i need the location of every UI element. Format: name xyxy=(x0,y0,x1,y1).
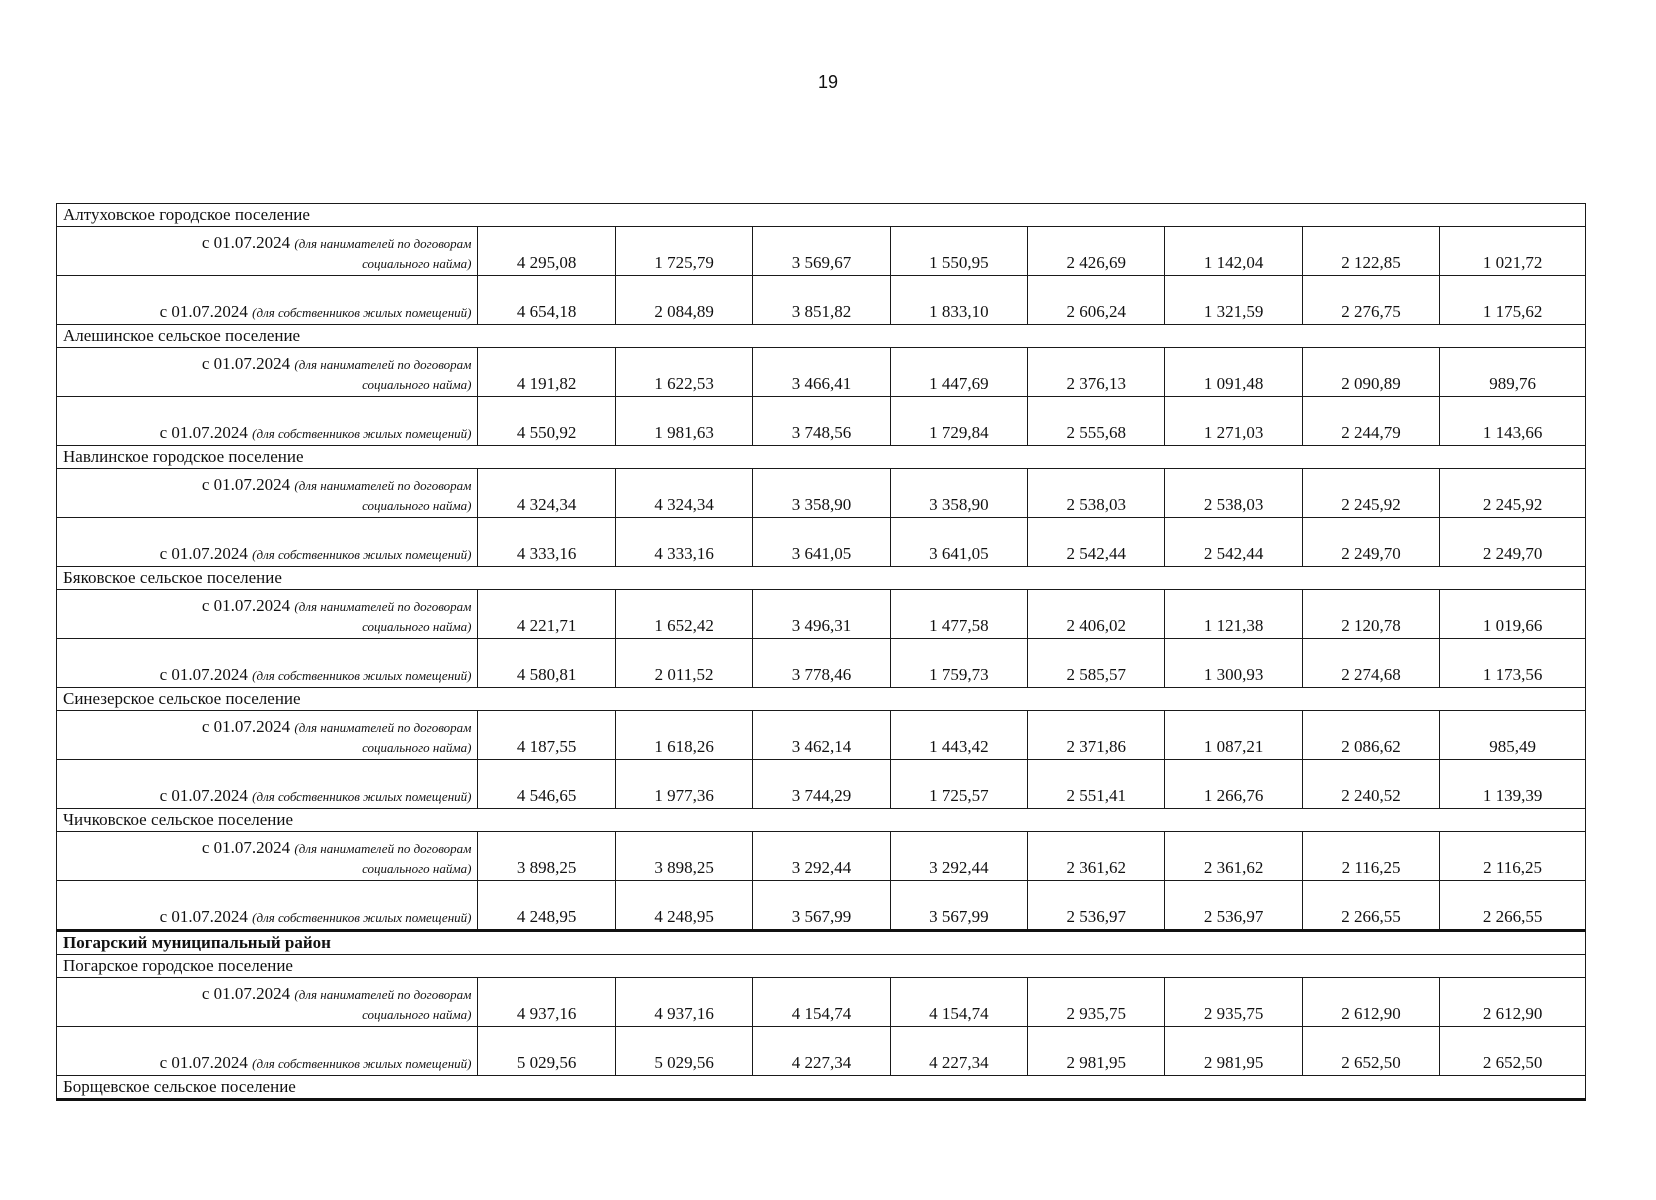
tariff-value-cell: 3 569,67 xyxy=(753,227,890,276)
settlement-name: Погарский муниципальный район xyxy=(57,931,1586,955)
tariff-value-cell: 3 851,82 xyxy=(753,276,890,325)
settlement-name: Алтуховское городское поселение xyxy=(57,204,1586,227)
date-label: с 01.07.2024 xyxy=(159,302,248,321)
tariff-value-cell: 2 371,86 xyxy=(1028,711,1165,760)
tariff-value-cell: 2 116,25 xyxy=(1302,832,1439,881)
tenant-note: (для нанимателей по договорам xyxy=(294,987,472,1002)
owner-note: (для собственников жилых помещений) xyxy=(252,547,472,562)
tariff-value-cell: 1 321,59 xyxy=(1165,276,1302,325)
tariff-value-cell: 2 276,75 xyxy=(1302,276,1439,325)
tariff-value-cell: 2 249,70 xyxy=(1440,518,1586,567)
section-header-row xyxy=(57,325,1586,348)
tariff-value-cell: 2 245,92 xyxy=(1302,469,1439,518)
tariff-value-cell: 1 477,58 xyxy=(890,590,1027,639)
settlement-name: Синезерское сельское поселение xyxy=(57,688,1586,711)
date-label: с 01.07.2024 xyxy=(201,984,291,1003)
tariff-value-cell: 2 240,52 xyxy=(1302,760,1439,809)
tariff-value-cell: 2 249,70 xyxy=(1302,518,1439,567)
tariff-value-cell: 1 087,21 xyxy=(1165,711,1302,760)
tariff-value-cell: 1 443,42 xyxy=(890,711,1027,760)
tariff-value-cell: 1 652,42 xyxy=(615,590,752,639)
settlement-name: Борщевское сельское поселение xyxy=(57,1076,1586,1100)
date-label: с 01.07.2024 xyxy=(201,838,291,857)
tariff-value-cell: 1 143,66 xyxy=(1440,397,1586,446)
tariff-value-cell: 3 567,99 xyxy=(753,881,890,931)
tariff-value-cell: 2 606,24 xyxy=(1028,276,1165,325)
tariff-value-cell: 1 759,73 xyxy=(890,639,1027,688)
settlement-name: Навлинское городское поселение xyxy=(57,446,1586,469)
tariff-value-cell: 2 612,90 xyxy=(1302,978,1439,1027)
owner-rate-row xyxy=(57,760,1586,809)
tariff-value-cell: 1 175,62 xyxy=(1440,276,1586,325)
tariff-value-cell: 1 977,36 xyxy=(615,760,752,809)
tariff-value-cell: 4 333,16 xyxy=(478,518,615,567)
rate-row-label xyxy=(57,276,478,325)
tariff-value-cell: 2 274,68 xyxy=(1302,639,1439,688)
tariff-value-cell: 1 139,39 xyxy=(1440,760,1586,809)
tenant-note-cont: социального найма) xyxy=(362,256,472,271)
tariff-value-cell: 2 361,62 xyxy=(1028,832,1165,881)
owner-rate-row xyxy=(57,881,1586,931)
settlement-name: Погарское городское поселение xyxy=(57,955,1586,978)
section-header-row xyxy=(57,204,1586,227)
section-header-row xyxy=(57,931,1586,955)
rate-row-label xyxy=(57,590,478,639)
rate-row-label xyxy=(57,227,478,276)
tenant-note-cont: социального найма) xyxy=(362,377,472,392)
rate-row-label xyxy=(57,348,478,397)
tariff-value-cell: 2 551,41 xyxy=(1028,760,1165,809)
tariff-value-cell: 5 029,56 xyxy=(478,1027,615,1076)
tariff-value-cell: 3 641,05 xyxy=(890,518,1027,567)
tariff-value-cell: 4 580,81 xyxy=(478,639,615,688)
tenant-note-cont: социального найма) xyxy=(362,740,472,755)
tariff-value-cell: 2 981,95 xyxy=(1165,1027,1302,1076)
rate-row-label xyxy=(57,978,478,1027)
date-label: с 01.07.2024 xyxy=(159,1053,248,1072)
tariff-value-cell: 1 121,38 xyxy=(1165,590,1302,639)
tariff-value-cell: 2 090,89 xyxy=(1302,348,1439,397)
tariff-value-cell: 3 292,44 xyxy=(890,832,1027,881)
tariff-value-cell: 3 358,90 xyxy=(890,469,1027,518)
tariff-value-cell: 4 248,95 xyxy=(478,881,615,931)
date-label: с 01.07.2024 xyxy=(201,717,291,736)
page-number: 19 xyxy=(817,72,839,92)
rate-row-label xyxy=(57,881,478,931)
tariff-value-cell: 4 221,71 xyxy=(478,590,615,639)
rate-row-label xyxy=(57,760,478,809)
date-label: с 01.07.2024 xyxy=(159,665,248,684)
tariff-value-cell: 3 778,46 xyxy=(753,639,890,688)
tariff-table-body xyxy=(57,204,1586,1100)
tariff-value-cell: 4 937,16 xyxy=(478,978,615,1027)
tenant-note-cont: социального найма) xyxy=(362,498,472,513)
tariff-value-cell: 985,49 xyxy=(1440,711,1586,760)
section-header-row xyxy=(57,1076,1586,1100)
rate-row-label xyxy=(57,832,478,881)
tariff-value-cell: 4 154,74 xyxy=(753,978,890,1027)
owner-rate-row xyxy=(57,518,1586,567)
tariff-value-cell: 5 029,56 xyxy=(615,1027,752,1076)
tariff-value-cell: 1 447,69 xyxy=(890,348,1027,397)
rate-row-label xyxy=(57,397,478,446)
tenant-rate-row xyxy=(57,978,1586,1027)
tariff-value-cell: 2 585,57 xyxy=(1028,639,1165,688)
tariff-value-cell: 3 466,41 xyxy=(753,348,890,397)
tariff-value-cell: 1 173,56 xyxy=(1440,639,1586,688)
tariff-value-cell: 3 641,05 xyxy=(753,518,890,567)
tariff-value-cell: 2 981,95 xyxy=(1028,1027,1165,1076)
tariff-value-cell: 2 538,03 xyxy=(1165,469,1302,518)
tariff-value-cell: 1 091,48 xyxy=(1165,348,1302,397)
tariff-value-cell: 2 266,55 xyxy=(1302,881,1439,931)
section-header-row xyxy=(57,809,1586,832)
tariff-value-cell: 3 567,99 xyxy=(890,881,1027,931)
tariff-value-cell: 2 542,44 xyxy=(1165,518,1302,567)
owner-note: (для собственников жилых помещений) xyxy=(252,789,472,804)
tenant-note: (для нанимателей по договорам xyxy=(294,236,472,251)
date-label: с 01.07.2024 xyxy=(159,423,248,442)
tariff-value-cell: 2 122,85 xyxy=(1302,227,1439,276)
tariff-value-cell: 2 935,75 xyxy=(1165,978,1302,1027)
tariff-value-cell: 3 496,31 xyxy=(753,590,890,639)
tariff-value-cell: 1 729,84 xyxy=(890,397,1027,446)
settlement-name: Бяковское сельское поселение xyxy=(57,567,1586,590)
tariff-value-cell: 4 550,92 xyxy=(478,397,615,446)
tariff-value-cell: 1 266,76 xyxy=(1165,760,1302,809)
tenant-rate-row xyxy=(57,832,1586,881)
tariff-value-cell: 1 021,72 xyxy=(1440,227,1586,276)
tariff-value-cell: 1 981,63 xyxy=(615,397,752,446)
tariff-value-cell: 2 376,13 xyxy=(1028,348,1165,397)
tariff-value-cell: 3 898,25 xyxy=(478,832,615,881)
tariff-value-cell: 1 725,79 xyxy=(615,227,752,276)
settlement-name: Алешинское сельское поселение xyxy=(57,325,1586,348)
date-label: с 01.07.2024 xyxy=(201,354,291,373)
tariff-value-cell: 2 612,90 xyxy=(1440,978,1586,1027)
tenant-note-cont: социального найма) xyxy=(362,619,472,634)
tariff-value-cell: 2 266,55 xyxy=(1440,881,1586,931)
section-header-row xyxy=(57,446,1586,469)
tariff-value-cell: 2 011,52 xyxy=(615,639,752,688)
tariff-value-cell: 2 555,68 xyxy=(1028,397,1165,446)
tariff-value-cell: 1 618,26 xyxy=(615,711,752,760)
tenant-note: (для нанимателей по договорам xyxy=(294,720,472,735)
tariff-value-cell: 2 426,69 xyxy=(1028,227,1165,276)
tariff-value-cell: 4 654,18 xyxy=(478,276,615,325)
tariff-value-cell: 4 191,82 xyxy=(478,348,615,397)
owner-note: (для собственников жилых помещений) xyxy=(252,305,472,320)
tariff-value-cell: 3 292,44 xyxy=(753,832,890,881)
tariff-value-cell: 2 086,62 xyxy=(1302,711,1439,760)
owner-rate-row xyxy=(57,1027,1586,1076)
tariff-value-cell: 2 538,03 xyxy=(1028,469,1165,518)
owner-rate-row xyxy=(57,639,1586,688)
tariff-value-cell: 1 142,04 xyxy=(1165,227,1302,276)
tenant-note: (для нанимателей по договорам xyxy=(294,599,472,614)
tariff-value-cell: 1 725,57 xyxy=(890,760,1027,809)
date-label: с 01.07.2024 xyxy=(201,475,291,494)
owner-note: (для собственников жилых помещений) xyxy=(252,1056,472,1071)
tariff-value-cell: 1 271,03 xyxy=(1165,397,1302,446)
tenant-rate-row xyxy=(57,227,1586,276)
tariff-value-cell: 1 622,53 xyxy=(615,348,752,397)
section-header-row xyxy=(57,688,1586,711)
tenant-rate-row xyxy=(57,711,1586,760)
owner-note: (для собственников жилых помещений) xyxy=(252,910,472,925)
tariff-value-cell: 1 300,93 xyxy=(1165,639,1302,688)
tariff-value-cell: 2 245,92 xyxy=(1440,469,1586,518)
tariff-value-cell: 4 227,34 xyxy=(753,1027,890,1076)
owner-rate-row xyxy=(57,276,1586,325)
tariff-value-cell: 2 652,50 xyxy=(1440,1027,1586,1076)
tariff-value-cell: 3 462,14 xyxy=(753,711,890,760)
tariff-value-cell: 2 120,78 xyxy=(1302,590,1439,639)
tariff-value-cell: 4 333,16 xyxy=(615,518,752,567)
tariff-value-cell: 4 324,34 xyxy=(478,469,615,518)
date-label: с 01.07.2024 xyxy=(159,786,248,805)
tariff-value-cell: 2 244,79 xyxy=(1302,397,1439,446)
tariff-value-cell: 4 154,74 xyxy=(890,978,1027,1027)
tenant-rate-row xyxy=(57,469,1586,518)
rate-row-label xyxy=(57,1027,478,1076)
tariff-value-cell: 1 550,95 xyxy=(890,227,1027,276)
tariff-value-cell: 2 935,75 xyxy=(1028,978,1165,1027)
tariff-value-cell: 2 536,97 xyxy=(1165,881,1302,931)
date-label: с 01.07.2024 xyxy=(159,907,248,926)
tenant-rate-row xyxy=(57,590,1586,639)
tariff-value-cell: 3 748,56 xyxy=(753,397,890,446)
tariff-value-cell: 4 248,95 xyxy=(615,881,752,931)
rate-row-label xyxy=(57,639,478,688)
tariff-value-cell: 3 744,29 xyxy=(753,760,890,809)
tariff-value-cell: 2 406,02 xyxy=(1028,590,1165,639)
tariff-value-cell: 3 898,25 xyxy=(615,832,752,881)
tariff-value-cell: 2 116,25 xyxy=(1440,832,1586,881)
tariff-table xyxy=(56,203,1586,1101)
tenant-note-cont: социального найма) xyxy=(362,1007,472,1022)
owner-note: (для собственников жилых помещений) xyxy=(252,426,472,441)
date-label: с 01.07.2024 xyxy=(201,596,291,615)
tariff-value-cell: 4 324,34 xyxy=(615,469,752,518)
rate-row-label xyxy=(57,518,478,567)
tenant-note: (для нанимателей по договорам xyxy=(294,841,472,856)
tariff-value-cell: 2 652,50 xyxy=(1302,1027,1439,1076)
tariff-value-cell: 2 536,97 xyxy=(1028,881,1165,931)
tariff-value-cell: 2 542,44 xyxy=(1028,518,1165,567)
tenant-note: (для нанимателей по договорам xyxy=(294,478,472,493)
tariff-value-cell: 1 833,10 xyxy=(890,276,1027,325)
tariff-value-cell: 2 361,62 xyxy=(1165,832,1302,881)
date-label: с 01.07.2024 xyxy=(201,233,291,252)
settlement-name: Чичковское сельское поселение xyxy=(57,809,1586,832)
tenant-rate-row xyxy=(57,348,1586,397)
tariff-value-cell: 4 546,65 xyxy=(478,760,615,809)
tariff-value-cell: 3 358,90 xyxy=(753,469,890,518)
tariff-value-cell: 2 084,89 xyxy=(615,276,752,325)
tariff-value-cell: 4 295,08 xyxy=(478,227,615,276)
tariff-value-cell: 4 227,34 xyxy=(890,1027,1027,1076)
section-header-row xyxy=(57,567,1586,590)
tariff-value-cell: 4 187,55 xyxy=(478,711,615,760)
tariff-value-cell: 989,76 xyxy=(1440,348,1586,397)
rate-row-label xyxy=(57,711,478,760)
tariff-value-cell: 4 937,16 xyxy=(615,978,752,1027)
section-header-row xyxy=(57,955,1586,978)
rate-row-label xyxy=(57,469,478,518)
date-label: с 01.07.2024 xyxy=(159,544,248,563)
tenant-note-cont: социального найма) xyxy=(362,861,472,876)
tenant-note: (для нанимателей по договорам xyxy=(294,357,472,372)
owner-rate-row xyxy=(57,397,1586,446)
owner-note: (для собственников жилых помещений) xyxy=(252,668,472,683)
tariff-value-cell: 1 019,66 xyxy=(1440,590,1586,639)
